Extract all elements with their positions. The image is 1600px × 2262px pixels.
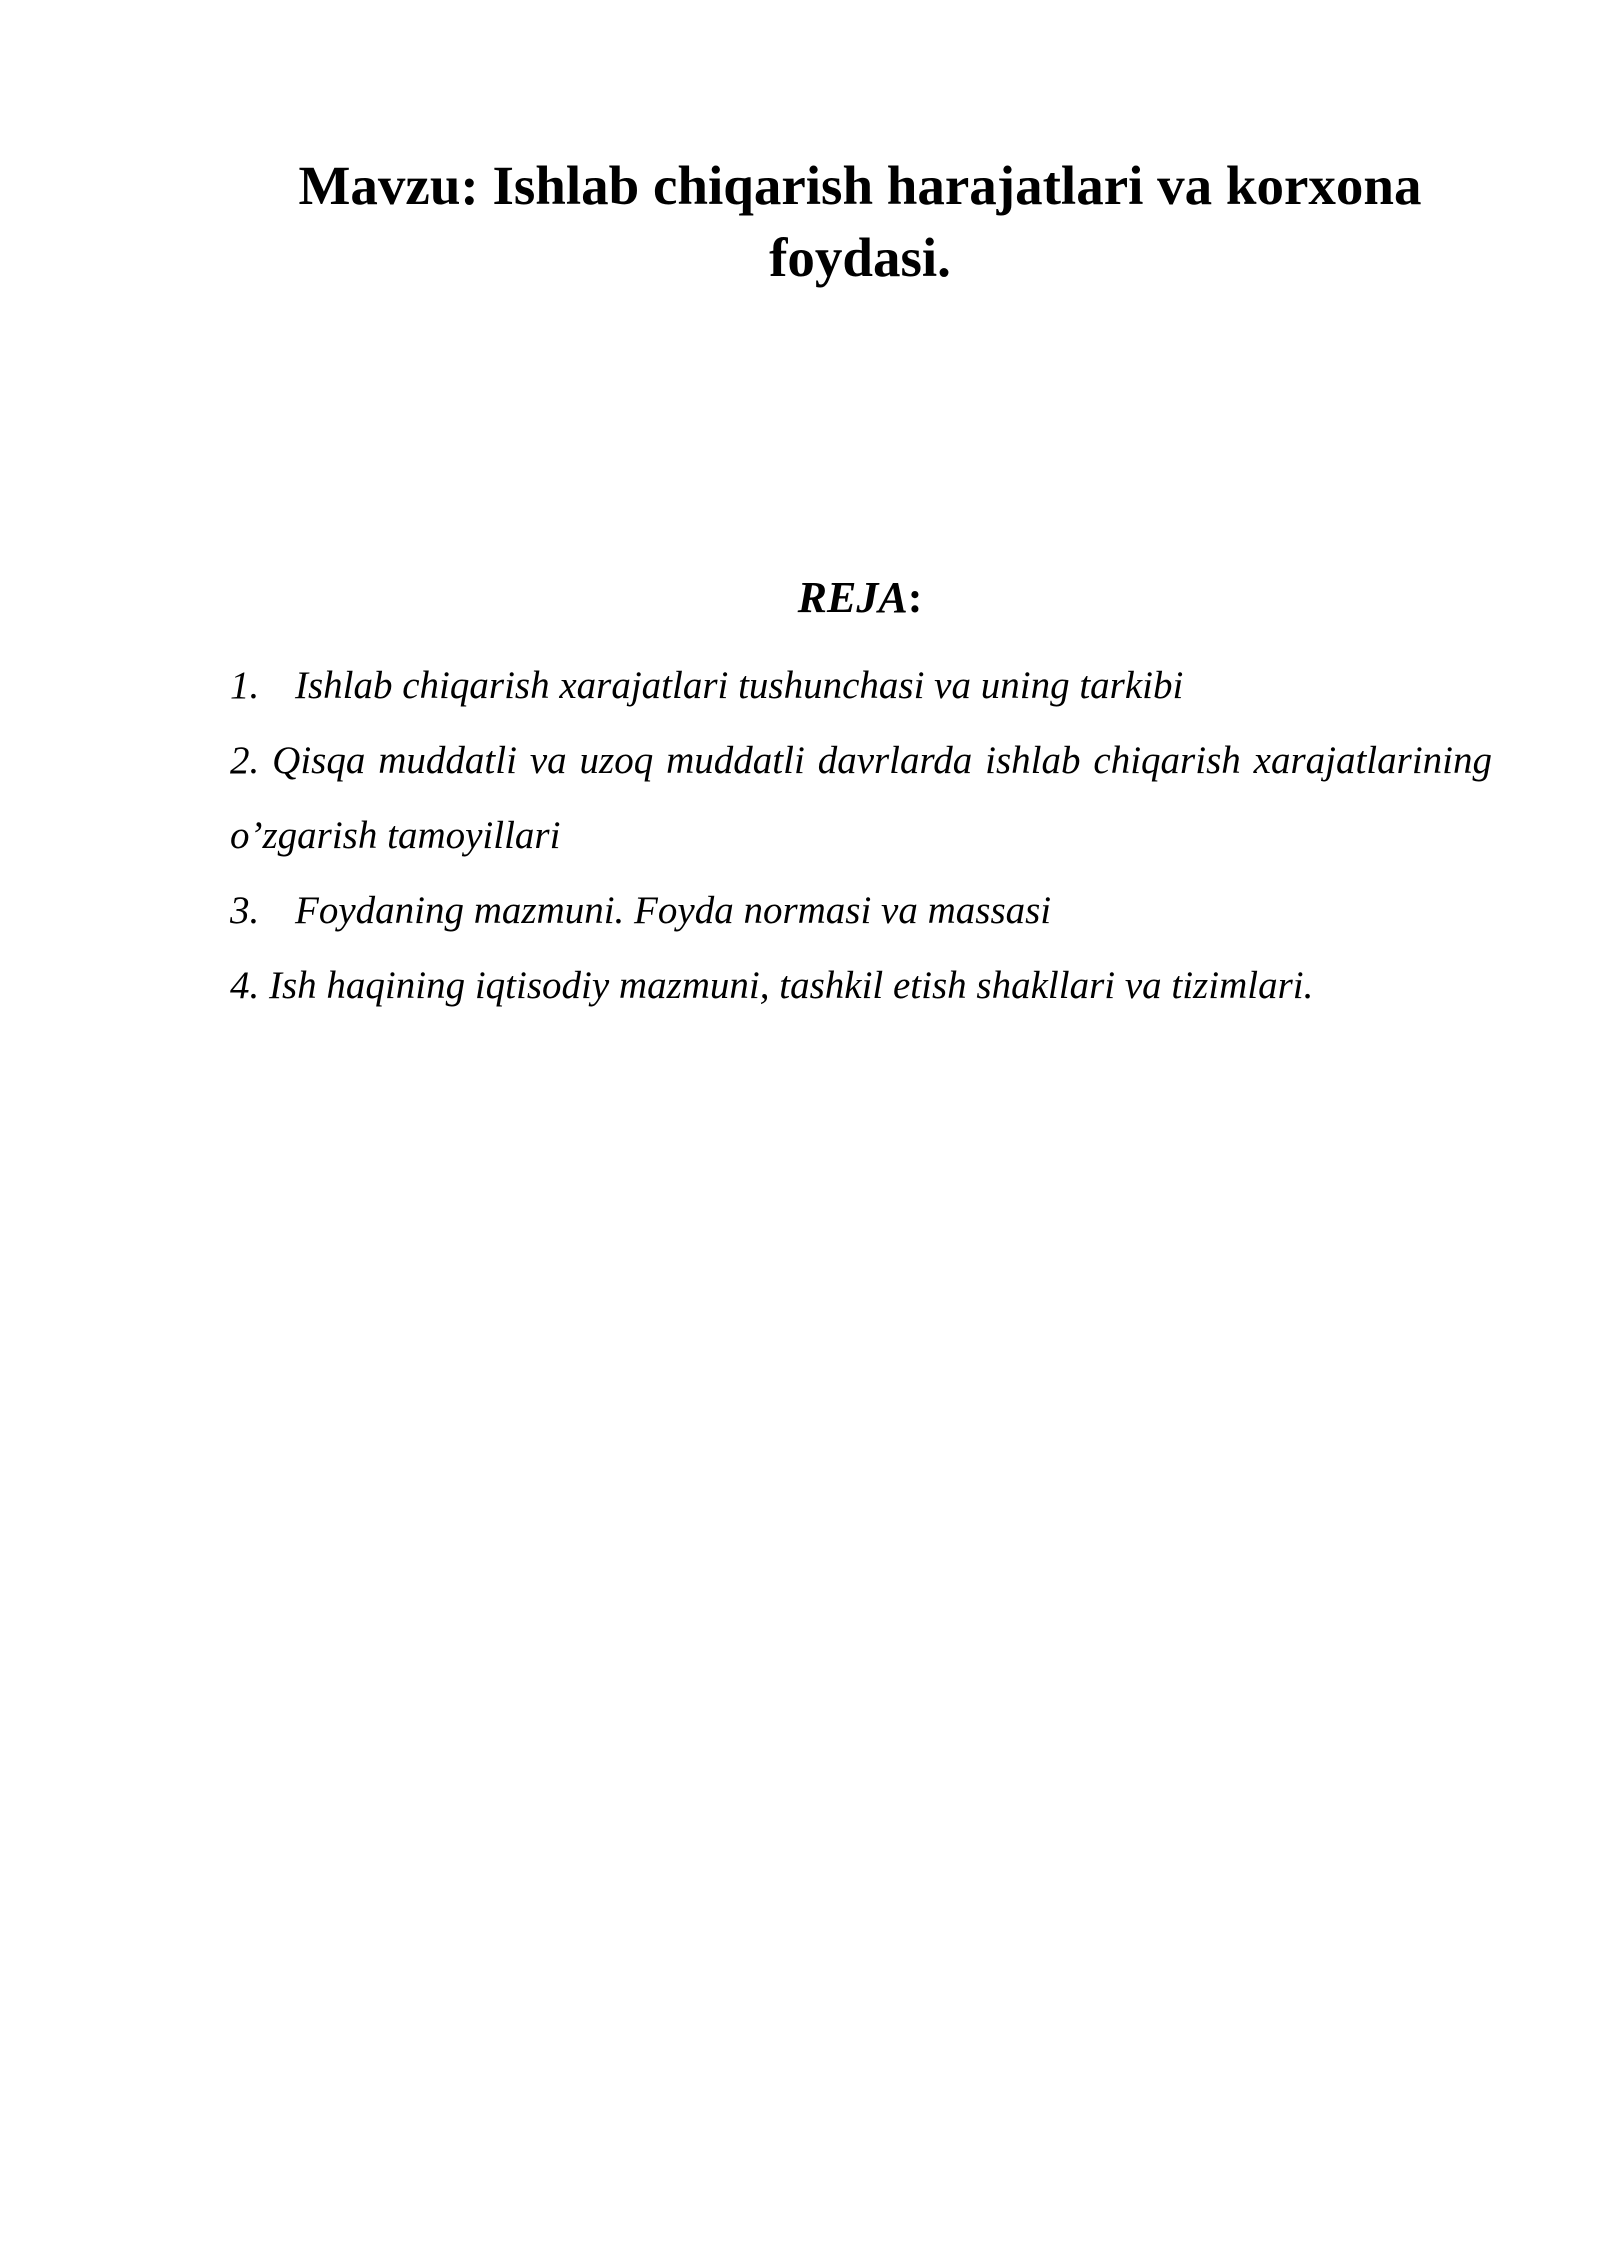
plan-item-number: 4. (230, 964, 260, 1007)
plan-item-text: Ishlab chiqarish xarajatlari tushunchasi va uning tarkibi (295, 664, 1184, 707)
plan-item-number: 2. (230, 739, 260, 782)
plan-item-number: 3. (230, 889, 260, 932)
plan-heading-label: REJA (797, 573, 908, 622)
plan-heading (230, 568, 1490, 628)
plan-list (230, 648, 1492, 1023)
plan-item-number: 1. (230, 664, 260, 707)
page-title: Mavzu: Ishlab chiqarish harajatlari va korxona foydasi. (298, 155, 1422, 288)
plan-item-text: Ish haqining iqtisodiy mazmuni, tashkil etish shakllari va tizimlari. (269, 964, 1314, 1007)
plan-item-3 (230, 873, 1492, 948)
plan-item-1 (230, 648, 1492, 723)
plan-item-2 (230, 723, 1492, 873)
plan-item-4 (230, 948, 1492, 1023)
plan-item-text: Foydaning mazmuni. Foyda normasi va massasi (295, 889, 1052, 932)
plan-heading-colon: : (907, 573, 923, 622)
plan-item-text: Qisqa muddatli va uzoq muddatli davrlarda ishlab chiqarish xarajatlarining o’zgarish tamoyillari (230, 739, 1492, 857)
